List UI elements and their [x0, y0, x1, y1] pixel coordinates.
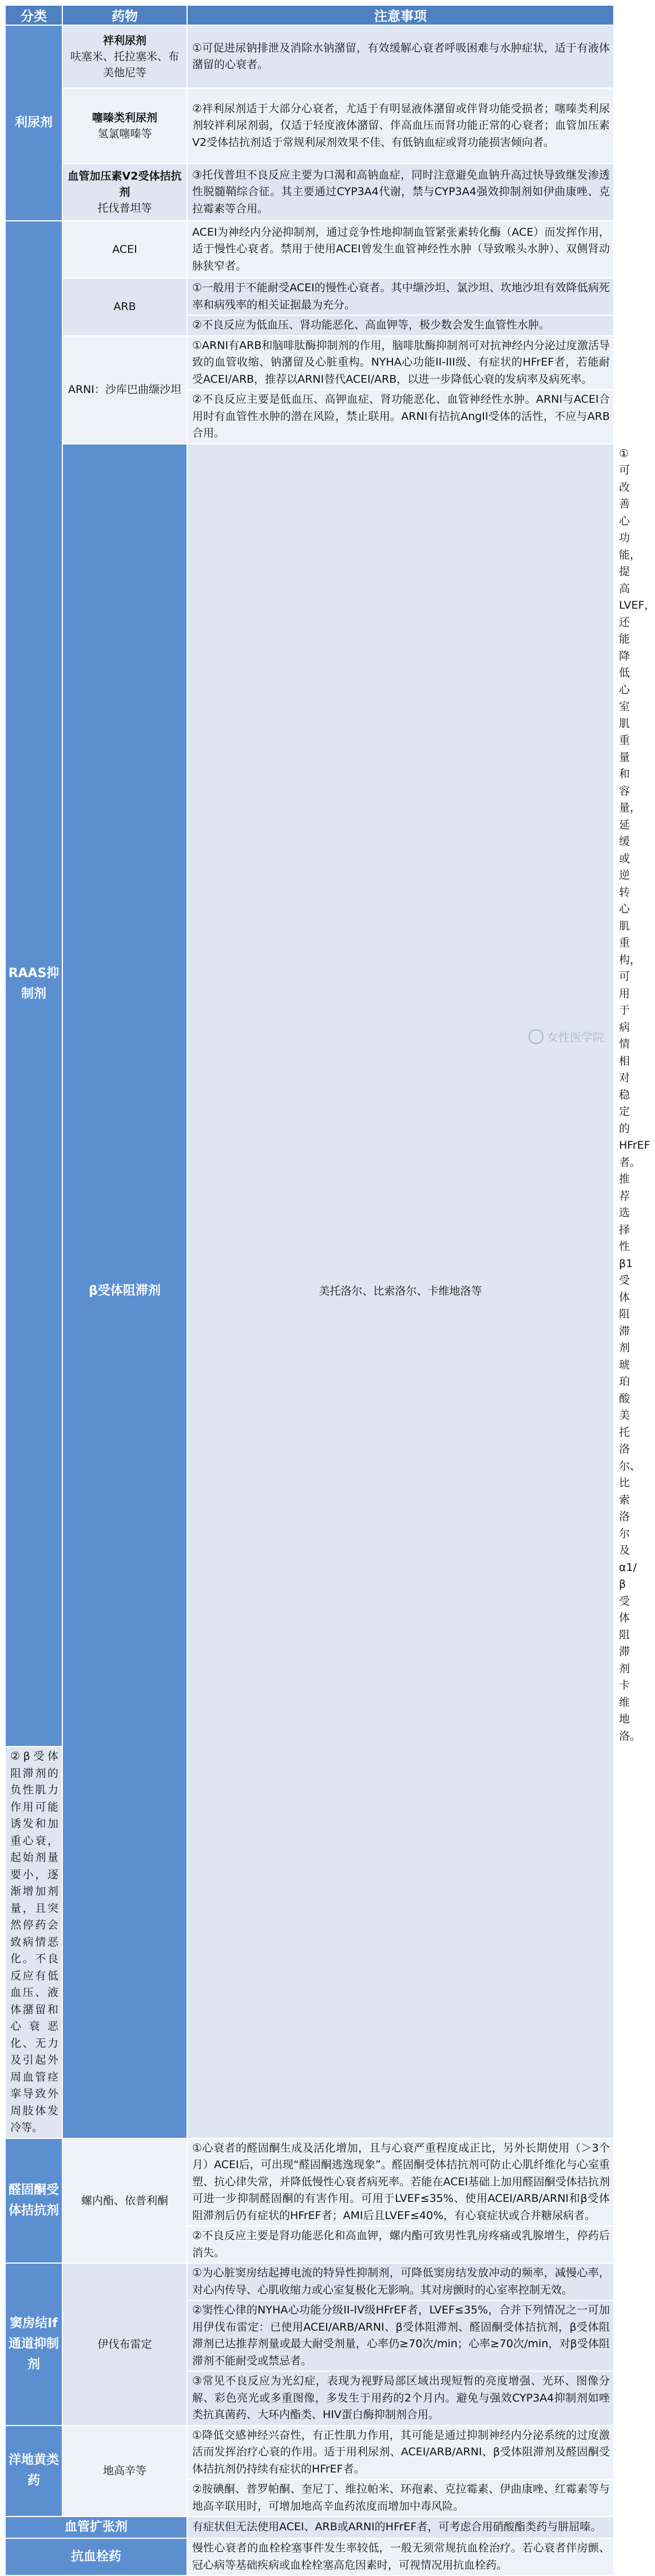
- note-cell: ②β受体阻滞剂的负性肌力作用可能诱发和加重心衰，起始剂量要小，逐渐增加剂量，且突然停药会致病情恶化。不良反应有低血压、液体潴留和心衰恶化、无力及引起外周血管痉挛导致外周肢体发冷等。: [5, 1747, 62, 2138]
- note-cell: ②窦性心律的NYHA心功能分级II-IV级HFrEF者，LVEF≤35%，合并下列情况之一可加用伊伐布雷定：已使用ACEI/ARB/ARNI、β受体阻滞剂、醛固酮受体拮抗剂，β受体阻滞剂已达推荐剂量或最大耐受剂量，心率仍≥70次/min；心率≥70次/min，对β受体阻滞剂不能耐受或禁忌者。: [187, 2300, 614, 2371]
- drug-table: [5, 5, 655, 2576]
- wechat-icon: [529, 1029, 543, 1044]
- table-row: [5, 336, 614, 390]
- table-row: β受体阻滞剂 美托洛尔、比索洛尔、卡维地洛等 ①可改善心功能，提高LVEF，还能降低心室肌重量和容量，延缓或逆转心肌重构，可用于病情相对稳定的HFrEF者。推荐选择性β1受体阻滞剂琥珀酸美托洛尔、比索洛尔及α1/β受体阻滞剂卡维地洛。: [5, 444, 614, 1747]
- category-cell: 洋地黄类药: [5, 2426, 62, 2517]
- drug-cell: 美托洛尔、比索洛尔、卡维地洛等: [187, 444, 614, 2138]
- note-cell: ②不良反应主要是低血压、高钾血症、肾功能恶化、血管神经性水肿。ARNI与ACEI合用时有血管性水肿的潜在风险，禁止联用。ARNI有拮抗AngII受体的活性，不应与ARB合用。: [187, 390, 614, 444]
- note-cell: ①可促进尿钠排泄及消除水钠潴留，有效缓解心衰者呼吸困难与水肿症状，适于有液体潴留的心衰者。: [187, 25, 614, 88]
- header-notes: 注意事项: [187, 5, 614, 25]
- drug-examples: 托伐普坦等: [97, 202, 152, 215]
- drug-cell: [62, 25, 187, 88]
- category-cell: 抗血栓药: [5, 2538, 187, 2575]
- note-cell: ③托伐普坦不良反应主要为口渴和高钠血症，同时注意避免血钠升高过快导致继发渗透性脱髓鞘综合征。其主要通过CYP3A4代谢，禁与CYP3A4强效抑制剂如伊曲康唑、克拉霉素等合用。: [187, 164, 614, 221]
- table-row: [5, 164, 614, 221]
- drug-name: 袢利尿剂: [102, 34, 146, 47]
- drug-cell: ARB: [62, 278, 187, 336]
- table-row: [5, 2426, 614, 2480]
- table-row: [5, 2538, 614, 2575]
- note-cell: ①一般用于不能耐受ACEI的慢性心衰者。其中缬沙坦、氯沙坦、坎地沙坦有效降低病死率和病残率的相关证据最为充分。: [187, 278, 614, 315]
- drug-cell: 地高辛等: [62, 2426, 187, 2517]
- watermark-text: 女性医学院: [547, 1030, 604, 1044]
- note-cell: ②不良反应主要是肾功能恶化和高血钾，螺内酯可致男性乳房疼痛或乳腺增生，停药后消失。: [187, 2226, 614, 2263]
- drug-cell: [62, 164, 187, 221]
- note-cell: ②袢利尿剂适于大部分心衰者，尤适于有明显液体潴留或伴肾功能受损者；噻嗪类利尿剂较袢利尿剂弱，仅适于轻度液体潴留、伴高血压而肾功能正常的心衰者；血管加压素V2受体拮抗剂适于常规利尿剂效果不佳、有低钠血症或肾功能损害倾向者。: [187, 88, 614, 164]
- table-row: [5, 25, 614, 88]
- category-cell: 醛固酮受体拮抗剂: [5, 2138, 62, 2264]
- note-cell: ③常见不良反应为光幻症，表现为视野局部区域出现短暂的亮度增强、光环、图像分解、彩色亮光或多重图像，多发生于用药的2个月内。避免与强效CYP3A4抑制剂如唑类抗真菌药、大环内酯类、HIV蛋白酶抑制剂合用。: [187, 2371, 614, 2426]
- category-cell: 窦房结If通道抑制剂: [5, 2263, 62, 2426]
- drug-cell: ARNI：沙库巴曲缬沙坦: [62, 336, 187, 444]
- note-cell: ①心衰者的醛固酮生成及活化增加，且与心衰严重程度成正比，另外长期使用（＞3个月）ACEI后，可出现“醛固酮逃逸现象”。醛固酮受体拮抗剂可防止心肌纤维化与心室重塑、抗心律失常，并降低慢性心衰者病死率。若能在ACEI基础上加用醛固酮受体拮抗剂可进一步抑制醛固酮的有害作用。可用于LVEF≤35%、使用ACEI/ARB/ARNI和β受体阻滞剂后仍有症状的HFrEF者；AMI后且LVEF≤40%，有心衰症状或合并糖尿病者。: [187, 2138, 614, 2226]
- watermark: [529, 1028, 604, 1045]
- note-cell: ②不良反应为低血压、肾功能恶化、高血钾等，极少数会发生血管性水肿。: [187, 315, 614, 336]
- note-cell: ①为心脏窦房结起搏电流的特异性抑制剂，可降低窦房结发放冲动的频率，减慢心率，对心内传导、心肌收缩力或心室复极化无影响。其对房颤时的心室率控制无效。: [187, 2263, 614, 2300]
- table-row: [5, 2263, 614, 2300]
- category-cell: 利尿剂: [5, 25, 62, 221]
- drug-name: 噻嗪类利尿剂: [92, 112, 157, 124]
- drug-cell: [62, 88, 187, 164]
- drug-examples: 呋塞米、托拉塞米、布美他尼等: [70, 50, 179, 79]
- header-row: [5, 5, 614, 25]
- category-cell: 血管扩张剂: [5, 2517, 187, 2538]
- note-cell: 慢性心衰者的血栓栓塞事件发生率较低，一般无须常规抗血栓治疗。若心衰者伴房颤、冠心病等基础疾病或血栓栓塞高危因素时，可视情况用抗血栓药。: [187, 2538, 614, 2575]
- drug-cell: 伊伐布雷定: [62, 2263, 187, 2426]
- header-category: 分类: [5, 5, 62, 25]
- drug-cell: 螺内酯、依普利酮: [62, 2138, 187, 2264]
- drug-examples: 氢氯噻嗪等: [97, 128, 152, 140]
- table-row: [5, 221, 614, 278]
- note-cell: ①ARNI有ARB和脑啡肽酶抑制剂的作用，脑啡肽酶抑制剂可对抗神经内分泌过度激活导致的血管收缩、钠潴留及心脏重构。NYHA心功能II-III级、有症状的HFrEF者，若能耐受ACEI/ARB，推荐以ARNI替代ACEI/ARB，以进一步降低心衰的发病率及病死率。: [187, 336, 614, 390]
- table-row: [5, 88, 614, 164]
- category-cell: RAAS抑制剂: [5, 221, 62, 1747]
- category-cell: β受体阻滞剂: [62, 444, 187, 2138]
- table-row: [5, 278, 614, 315]
- drug-name: 血管加压素V2受体拮抗剂: [68, 170, 182, 199]
- table-row: [5, 2517, 614, 2538]
- note-cell: 有症状但无法使用ACEI、ARB或ARNI的HFrEF者，可考虑合用硝酸酯类药与肼屈嗪。: [187, 2517, 614, 2538]
- drug-cell: ACEI: [62, 221, 187, 278]
- header-drug: 药物: [62, 5, 187, 25]
- table-row: [5, 2138, 614, 2226]
- note-cell: ①降低交感神经兴奋性，有正性肌力作用，其可能是通过抑制神经内分泌系统的过度激活而发挥治疗心衰的作用。适于用利尿剂、ACEI/ARB/ARNI、β受体阻滞剂及醛固酮受体拮抗剂仍持续有症状的HFrEF者。: [187, 2426, 614, 2480]
- note-cell: ②胺碘酮、普罗帕酮、奎尼丁、维拉帕米、环孢素、克拉霉素、伊曲康唑、红霉素等与地高辛联用时，可增加地高辛血药浓度而增加中毒风险。: [187, 2479, 614, 2517]
- note-cell: ACEI为神经内分泌抑制剂，通过竞争性地抑制血管紧张素转化酶（ACE）而发挥作用，适于慢性心衰者。禁用于使用ACEI曾发生血管神经性水肿（导致喉头水肿）、双侧肾动脉狭窄者。: [187, 221, 614, 278]
